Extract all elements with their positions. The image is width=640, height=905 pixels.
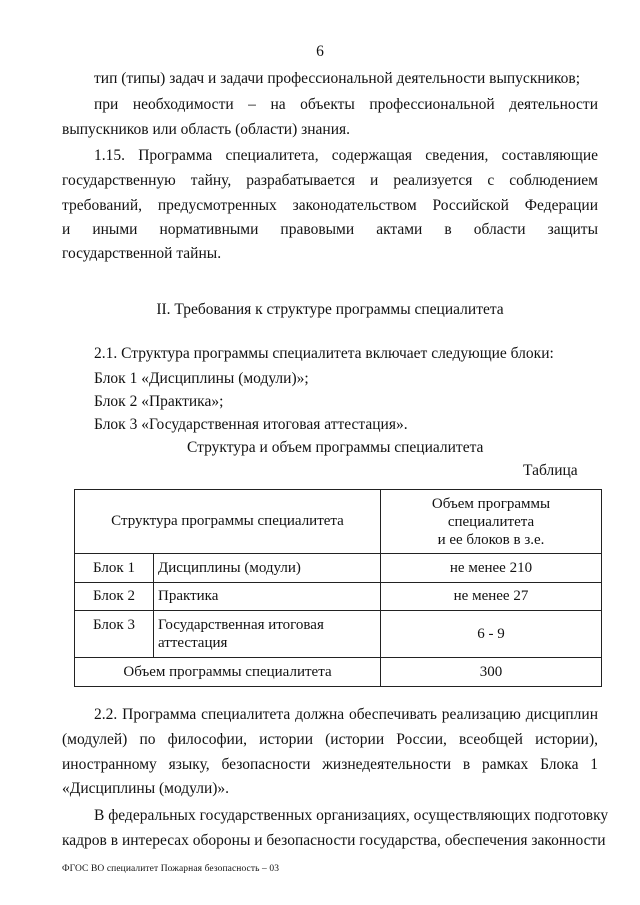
block-name-cell: Практика: [154, 583, 381, 611]
text-line: и иными нормативными правовыми актами в области защиты: [62, 221, 598, 238]
text-line: 2.2. Программа специалитета должна обеспечивать реализацию дисциплин: [94, 706, 598, 723]
text-line: выпускников или область (области) знания.: [62, 121, 351, 138]
text-line: государственной тайны.: [62, 245, 222, 262]
table-row: [75, 583, 602, 611]
text-line: В федеральных государственных организациях, осуществляющих подготовку: [94, 807, 609, 824]
text-line: Блок 1 «Дисциплины (модули)»;: [94, 370, 309, 387]
total-label-cell: Объем программы специалитета: [75, 658, 381, 687]
text-line: требований, предусмотренных законодательством Российской Федерации: [62, 197, 598, 214]
text-line: тип (типы) задач и задачи профессиональной деятельности выпускников;: [94, 70, 581, 87]
structure-table: [74, 489, 602, 687]
block-name-cell: Дисциплины (модули): [154, 554, 381, 583]
text-line: 2.1. Структура программы специалитета включает следующие блоки:: [94, 345, 554, 362]
table-label: Таблица: [523, 462, 578, 479]
header-volume-line: и ее блоков в з.е.: [437, 531, 545, 548]
text-line: Блок 3 «Государственная итоговая аттестация».: [94, 416, 408, 433]
table-header-row: [75, 490, 602, 554]
block-name-line: аттестация: [158, 635, 228, 651]
text-line: иностранному языку, безопасности жизнедеятельности в рамках Блока 1: [62, 756, 598, 773]
volume-cell: не менее 27: [381, 583, 602, 611]
volume-cell: 6 - 9: [381, 611, 602, 658]
block-name-cell: [154, 611, 381, 658]
table-caption: Структура и объем программы специалитета: [187, 439, 484, 456]
footer-note: ФГОС ВО специалитет Пожарная безопасность – 03: [62, 864, 280, 874]
text-line: при необходимости – на объекты профессиональной деятельности: [94, 96, 598, 113]
block-cell: Блок 1: [75, 554, 154, 583]
text-line: государственную тайну, разрабатывается и реализуется с соблюдением: [62, 172, 598, 189]
text-line: кадров в интересах обороны и безопасности государства, обеспечения законности: [62, 832, 606, 849]
page-number: 6: [316, 43, 324, 60]
header-structure: Структура программы специалитета: [75, 490, 381, 554]
text-line: (модулей) по философии, истории (истории России, всеобщей истории),: [62, 731, 598, 748]
total-value-cell: 300: [381, 658, 602, 687]
block-cell: Блок 2: [75, 583, 154, 611]
header-volume: [381, 490, 602, 554]
text-line: «Дисциплины (модули)».: [62, 780, 230, 797]
block-name-line: Государственная итоговая: [158, 617, 324, 633]
header-volume-line: Объем программы: [431, 495, 551, 512]
header-volume-line: специалитета: [447, 513, 535, 530]
text-line: Блок 2 «Практика»;: [94, 393, 224, 410]
table-row: [75, 554, 602, 583]
table-total-row: [75, 658, 602, 687]
table-row: [75, 611, 602, 658]
volume-cell: не менее 210: [381, 554, 602, 583]
block-cell: Блок 3: [75, 611, 154, 658]
section-title: II. Требования к структуре программы специалитета: [156, 301, 504, 318]
text-line: 1.15. Программа специалитета, содержащая сведения, составляющие: [94, 147, 598, 164]
